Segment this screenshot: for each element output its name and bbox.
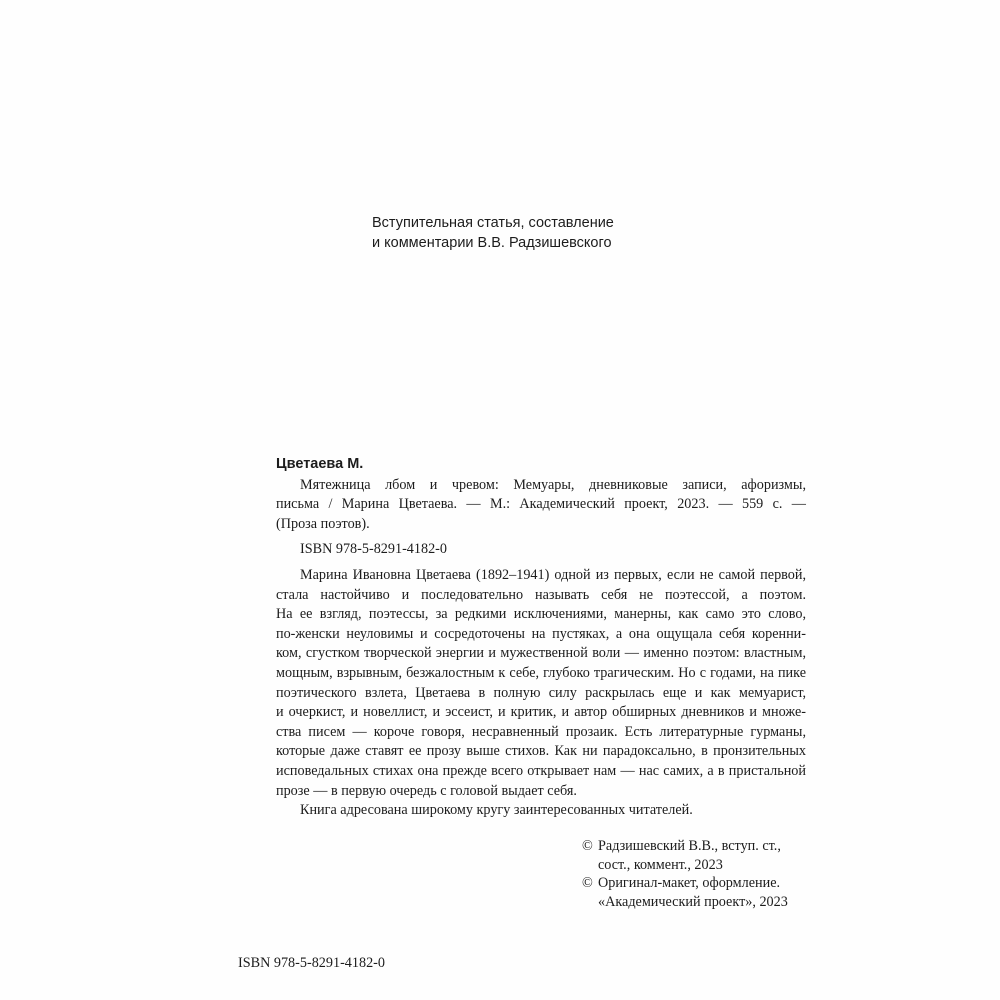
catalog-record bbox=[276, 455, 806, 821]
copyright-publisher-line-1: Оригинал-макет, оформление. bbox=[598, 875, 781, 891]
credits-line-2: и комментарии В.В. Радзишевского bbox=[372, 235, 612, 251]
abstract-line-5: ком, сгустком творческой энергии и мужественной воли — именно поэтом: властным, bbox=[276, 645, 806, 662]
catalog-isbn: ISBN 978-5-8291-4182-0 bbox=[300, 541, 447, 558]
isbn-footer: ISBN 978-5-8291-4182-0 bbox=[238, 955, 385, 971]
editor-credits bbox=[372, 213, 712, 253]
copyright-symbol: © bbox=[582, 875, 593, 891]
abstract-line-2: стала настойчиво и последовательно называть себя не поэтессой, а поэтом. bbox=[276, 586, 806, 603]
abstract-line-1: Марина Ивановна Цветаева (1892–1941) одной из первых, если не самой первой, bbox=[300, 566, 806, 583]
bib-line-1: Мятежница лбом и чревом: Мемуары, дневниковые записи, афоризмы, bbox=[300, 476, 806, 493]
bibliographic-description bbox=[276, 476, 806, 535]
copyright-publisher-line-2: «Академический проект», 2023 bbox=[598, 893, 788, 910]
bib-line-2: письма / Марина Цветаева. — М.: Академический проект, 2023. — 559 с. — bbox=[276, 496, 806, 513]
bib-line-3: (Проза поэтов). bbox=[276, 515, 370, 532]
copyright-editor-line-1: Радзишевский В.В., вступ. ст., bbox=[598, 838, 781, 854]
abstract-line-10: которые даже ставят ее прозу выше стихов. Как ни парадоксально, в пронзительных bbox=[276, 743, 806, 760]
abstract-line-11: исповедальных стихах она прежде всего открывает нам — нас самих, а в пристальной bbox=[276, 762, 806, 779]
abstract-line-3: На ее взгляд, поэтессы, за редкими исключениями, манерны, как само это слово, bbox=[276, 606, 806, 623]
copyright-symbol: © bbox=[582, 838, 593, 854]
book-abstract bbox=[276, 566, 806, 821]
catalog-author: Цветаева М. bbox=[276, 456, 364, 472]
copyright-entry-publisher bbox=[582, 874, 812, 893]
copyright-editor-line-2: сост., коммент., 2023 bbox=[598, 856, 723, 873]
abstract-line-9: ства писем — короче говоря, несравненный прозаик. Есть литературные гурманы, bbox=[276, 723, 806, 740]
copyright-block bbox=[582, 837, 812, 911]
abstract-line-12: прозе — в первую очередь с головой выдает себя. bbox=[276, 782, 577, 799]
abstract-line-8: и очеркист, и новеллист, и эссеист, и критик, и автор обширных дневников и множе- bbox=[276, 704, 806, 721]
credits-line-1: Вступительная статья, составление bbox=[372, 215, 614, 231]
abstract-line-4: по-женски неуловимы и сосредоточены на пустяках, а она ощущала себя коренни- bbox=[276, 625, 806, 642]
abstract-line-7: поэтического взлета, Цветаева в полную силу раскрылась еще и как мемуарист, bbox=[276, 684, 806, 701]
audience-note: Книга адресована широкому кругу заинтересованных читателей. bbox=[300, 802, 693, 819]
abstract-line-6: мощным, взрывным, безжалостным к себе, глубоко трагическим. Но с годами, на пике bbox=[276, 664, 806, 681]
copyright-entry-editor bbox=[582, 837, 812, 856]
